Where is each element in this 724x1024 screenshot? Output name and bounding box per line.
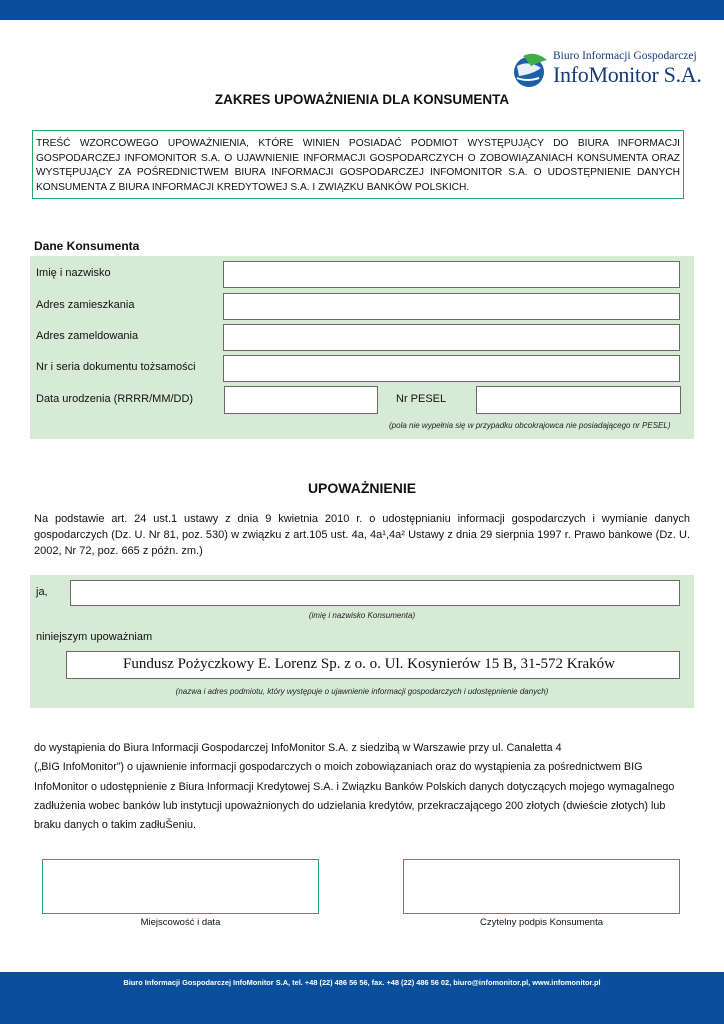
- registered-address-field[interactable]: [223, 324, 680, 351]
- authorization-heading: UPOWAŻNIENIE: [307, 480, 417, 496]
- birthdate-label: Data urodzenia (RRRR/MM/DD): [36, 393, 194, 405]
- scope-line: zadłużenia wobec banków lub instytucji upoważnionych do udzielania kredytów, przekraczającego 200 złotych (dwieście złotych) lub: [34, 799, 666, 812]
- company-note: (nazwa i adres podmiotu, który występuje o ujawnienie informacji gospodarczych i udostępnienie danych): [175, 687, 549, 696]
- scope-line: („BIG InfoMonitor”) o ujawnienie informacji gospodarczych o moich zobowiązaniach oraz do wystąpienia za pośrednictwem BIG: [34, 761, 643, 774]
- page-title: ZAKRES UPOWAŻNIENIA DLA KONSUMENTA: [214, 92, 510, 107]
- scope-line: do wystąpienia do Biura Informacji Gospodarczej InfoMonitor S.A. z siedzibą w Warszawie przy ul. Canaletta 4: [34, 742, 562, 754]
- template-notice: TREŚĆ WZORCOWEGO UPOWAŻNIENIA, KTÓRE WINIEN POSIADAĆ PODMIOT WYSTĘPUJĄCY DO BIURA INFORMACJI GOSPODARCZEJ INFOMONITOR S.A. O UJAWNIENIE INFORMACJI GOSPODARCZYCH O ZOBOWIĄZANIACH KONSUMENTA ORAZ WYSTĘPUJĄCY ZA POŚREDNICTWEM BIURA INFORMACJI GOSPODARCZEJ INFOMONITOR S.A. O UDOSTĘPNIENIE DANYCH KONSUMENTA Z BIURA INFORMACJI KREDYTOWEJ S.A. I ZWIĄZKU BANKÓW POLSKICH.: [32, 130, 684, 199]
- logo-small-text: Biuro Informacji Gospodarczej: [553, 50, 697, 62]
- signature-label: Czytelny podpis Konsumenta: [479, 917, 604, 928]
- authorize-label: niniejszym upoważniam: [36, 631, 153, 643]
- consumer-name-note: (imię i nazwisko Konsumenta): [308, 611, 416, 620]
- company-field[interactable]: Fundusz Pożyczkowy E. Lorenz Sp. z o. o. Ul. Kosynierów 15 B, 31-572 Kraków: [66, 651, 680, 679]
- birthdate-field[interactable]: [224, 386, 378, 414]
- signature-box[interactable]: [403, 859, 680, 914]
- place-date-box[interactable]: [42, 859, 319, 914]
- ja-label: ja,: [36, 586, 48, 598]
- name-field[interactable]: [223, 261, 680, 288]
- pesel-field[interactable]: [476, 386, 681, 414]
- scope-line: braku danych o takim zadłuŠeniu.: [34, 819, 197, 832]
- place-date-label: Miejscowość i data: [140, 917, 221, 928]
- consumer-section-title: Dane Konsumenta: [34, 239, 140, 253]
- pesel-note: (pola nie wypełnia się w przypadku obcokrajowca nie posiadającego nr PESEL): [389, 421, 671, 430]
- name-label: Imię i nazwisko: [36, 267, 111, 279]
- registered-address-label: Adres zameldowania: [36, 330, 139, 342]
- globe-logo-icon: [513, 52, 549, 88]
- address-field[interactable]: [223, 293, 680, 320]
- address-label: Adres zamieszkania: [36, 299, 135, 311]
- authorization-scope-text: [34, 739, 692, 835]
- infomonitor-logo: [513, 46, 702, 88]
- legal-basis-text: Na podstawie art. 24 ust.1 ustawy z dnia 9 kwietnia 2010 r. o udostępnianiu informacji gospodarczych i wymianie danych gospodarczych (Dz. U. Nr 81, poz. 530) w związku z art.105 ust. 4a, 4a¹,4a² Ustawy z dnia 29 sierpnia 1997 r. Prawo bankowe (Dz. U. 2002, Nr 72, poz. 665 z późn. zm.): [34, 513, 690, 557]
- scope-line: InfoMonitor o udostępnienie z Biura Informacji Kredytowej S.A. i Związku Banków Polskich danych dotyczących mojego wymagalnego: [34, 780, 675, 793]
- document-field[interactable]: [223, 355, 680, 382]
- pesel-label: Nr PESEL: [396, 393, 447, 405]
- header-bar: [0, 0, 724, 20]
- footer-contact: Biuro Informacji Gospodarczej InfoMonitor S.A, tel. +48 (22) 486 56 56, fax. +48 (22) 486 56 02, biuro@infomonitor.pl, www.infomonitor.pl: [123, 978, 601, 987]
- logo-big-text: InfoMonitor S.A.: [553, 62, 702, 87]
- consumer-name-field[interactable]: [70, 580, 680, 606]
- document-label: Nr i seria dokumentu tożsamości: [36, 361, 196, 373]
